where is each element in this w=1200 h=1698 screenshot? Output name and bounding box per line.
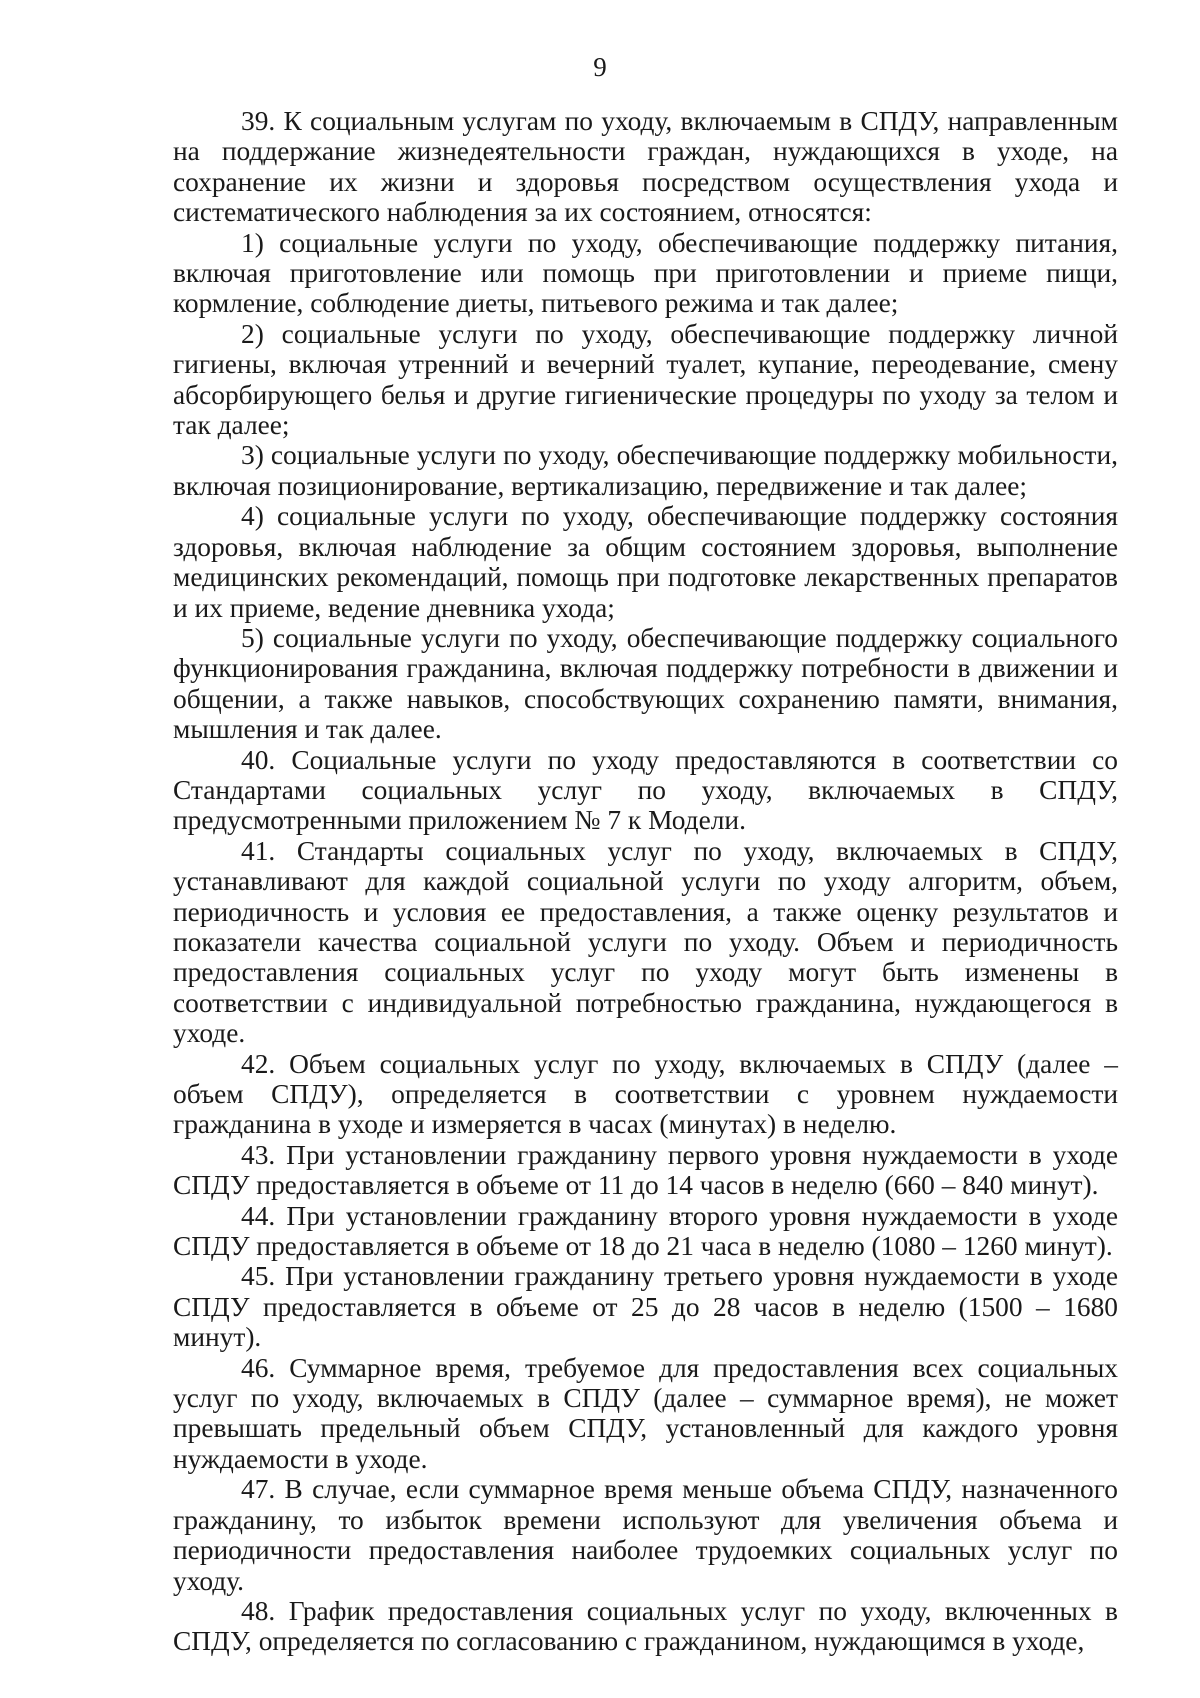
paragraph-46: 46. Суммарное время, требуемое для предоставления всех социальных услуг по уходу, включаемых в СПДУ (далее – суммарное время), не может превышать предельный объем СПДУ, установленный для каждого уровня нуждаемости в уходе. — [173, 1352, 1118, 1474]
list-item-1: 1) социальные услуги по уходу, обеспечивающие поддержку питания, включая приготовление или помощь при приготовлении и приеме пищи, кормление, соблюдение диеты, питьевого режима и так далее; — [173, 227, 1118, 319]
paragraph-48: 48. График предоставления социальных услуг по уходу, включенных в СПДУ, определяется по согласованию с гражданином, нуждающимся в уходе, — [173, 1595, 1118, 1657]
paragraph-42: 42. Объем социальных услуг по уходу, включаемых в СПДУ (далее – объем СПДУ), определяется в соответствии с уровнем нуждаемости гражданина в уходе и измеряется в часах (минутах) в неделю. — [173, 1048, 1118, 1140]
list-item-5: 5) социальные услуги по уходу, обеспечивающие поддержку социального функционирования гражданина, включая поддержку потребности в движении и общении, а также навыков, способствующих сохранению памяти, внимания, мышления и так далее. — [173, 622, 1118, 745]
paragraph-41: 41. Стандарты социальных услуг по уходу, включаемых в СПДУ, устанавливают для каждой социальной услуги по уходу алгоритм, объем, периодичность и условия ее предоставления, а также оценку результатов и показатели качества социальной услуги по уходу. Объем и периодичность предоставления социальных услуг по уходу могут быть изменены в соответствии с индивидуальной потребностью гражданина, нуждающегося в уходе. — [173, 835, 1118, 1049]
list-item-2: 2) социальные услуги по уходу, обеспечивающие поддержку личной гигиены, включая утренний и вечерний туалет, купание, переодевание, смену абсорбирующего белья и другие гигиенические процедуры по уходу за телом и так далее; — [173, 318, 1118, 441]
document-body — [173, 106, 1118, 1657]
paragraph-39: 39. К социальным услугам по уходу, включаемым в СПДУ, направленным на поддержание жизнедеятельности граждан, нуждающихся в уходе, на сохранение их жизни и здоровья посредством осуществления ухода и систематического наблюдения за их состоянием, относятся: — [173, 106, 1118, 228]
page-number: 9 — [593, 52, 607, 82]
paragraph-47: 47. В случае, если суммарное время меньше объема СПДУ, назначенного гражданину, то избыток времени используют для увеличения объема и периодичности предоставления наиболее трудоемких социальных услуг по уходу. — [173, 1474, 1118, 1596]
paragraph-45: 45. При установлении гражданину третьего уровня нуждаемости в уходе СПДУ предоставляется в объеме от 25 до 28 часов в неделю (1500 – 1680 минут). — [173, 1261, 1118, 1353]
paragraph-43: 43. При установлении гражданину первого уровня нуждаемости в уходе СПДУ предоставляется в объеме от 11 до 14 часов в неделю (660 – 840 минут). — [173, 1139, 1118, 1201]
list-item-3: 3) социальные услуги по уходу, обеспечивающие поддержку мобильности, включая позиционирование, вертикализацию, передвижение и так далее; — [173, 440, 1118, 501]
paragraph-44: 44. При установлении гражданину второго уровня нуждаемости в уходе СПДУ предоставляется в объеме от 18 до 21 часа в неделю (1080 – 1260 минут). — [173, 1200, 1118, 1262]
paragraph-40: 40. Социальные услуги по уходу предоставляются в соответствии со Стандартами социальных услуг по уходу, включаемых в СПДУ, предусмотренными приложением № 7 к Модели. — [173, 744, 1118, 836]
list-item-4: 4) социальные услуги по уходу, обеспечивающие поддержку состояния здоровья, включая наблюдение за общим состоянием здоровья, выполнение медицинских рекомендаций, помощь при подготовке лекарственных препаратов и их приеме, ведение дневника ухода; — [173, 501, 1118, 623]
